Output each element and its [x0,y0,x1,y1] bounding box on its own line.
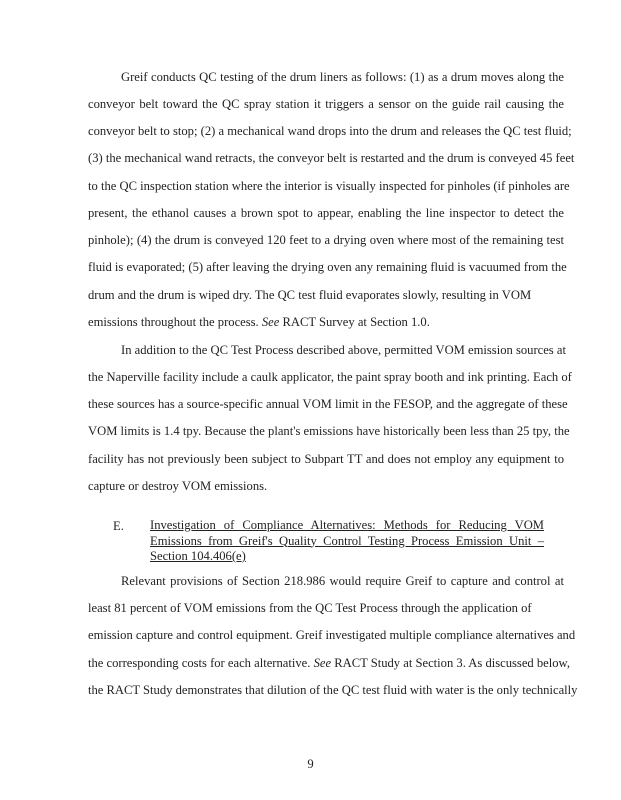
text-line: emission capture and control equipment. Greif investigated multiple compliance alternatives and [88,628,576,642]
section-title: Investigation of Compliance Alternatives: Methods for Reducing VOM Emissions from Greif's Quality Control Testing Process Emission Unit – Section 104.406(e) [150,518,544,563]
text-line: conveyor belt to stop; (2) a mechanical wand drops into the drum and releases the QC test fluid; [88,124,572,138]
text-line: drum and the drum is wiped dry. The QC test fluid evaporates slowly, resulting in VOM [88,288,532,302]
text-line [88,315,564,330]
text-line: capture or destroy VOM emissions. [88,479,268,493]
page-number: 9 [307,757,314,771]
text-line: (3) the mechanical wand retracts, the conveyor belt is restarted and the drum is conveyed 45 feet [88,151,575,165]
text: emissions throughout the process. [88,315,262,329]
text-line: VOM limits is 1.4 tpy. Because the plant's emissions have historically been less than 25 tpy, the [88,424,570,438]
text-line: conveyor belt toward the QC spray station it triggers a sensor on the guide rail causing the [88,97,564,111]
text-line: Greif conducts QC testing of the drum liners as follows: (1) as a drum moves along the [121,70,564,84]
citation-signal: See [313,656,332,670]
text-line [88,656,570,671]
text-line: present, the ethanol causes a brown spot to appear, enabling the line inspector to detect the [88,206,564,220]
text: RACT Survey at Section 1.0. [279,315,430,329]
text-line: fluid is evaporated; (5) after leaving the drying oven any remaining fluid is vacuumed from the [88,260,567,274]
text-line: these sources has a source-specific annual VOM limit in the FESOP, and the aggregate of these [88,397,568,411]
citation-signal: See [261,315,280,329]
text-line: the RACT Study demonstrates that dilution of the QC test fluid with water is the only technically [88,683,578,697]
text: the corresponding costs for each alternative. [88,656,314,670]
text-line: Relevant provisions of Section 218.986 would require Greif to capture and control at [121,574,564,588]
section-label: E. [113,519,124,533]
text-line: least 81 percent of VOM emissions from the QC Test Process through the application of [88,601,532,615]
text-line: to the QC inspection station where the interior is visually inspected for pinholes (if pinholes are [88,179,570,193]
text-line: In addition to the QC Test Process described above, permitted VOM emission sources at [121,343,566,357]
text-line: pinhole); (4) the drum is conveyed 120 feet to a drying oven where most of the remaining test [88,233,564,247]
text: RACT Study at Section 3. As discussed below, [331,656,570,670]
text-line: facility has not previously been subject to Subpart TT and does not employ any equipment to [88,452,564,466]
text-line: the Naperville facility include a caulk applicator, the paint spray booth and ink printing. Each of [88,370,572,384]
